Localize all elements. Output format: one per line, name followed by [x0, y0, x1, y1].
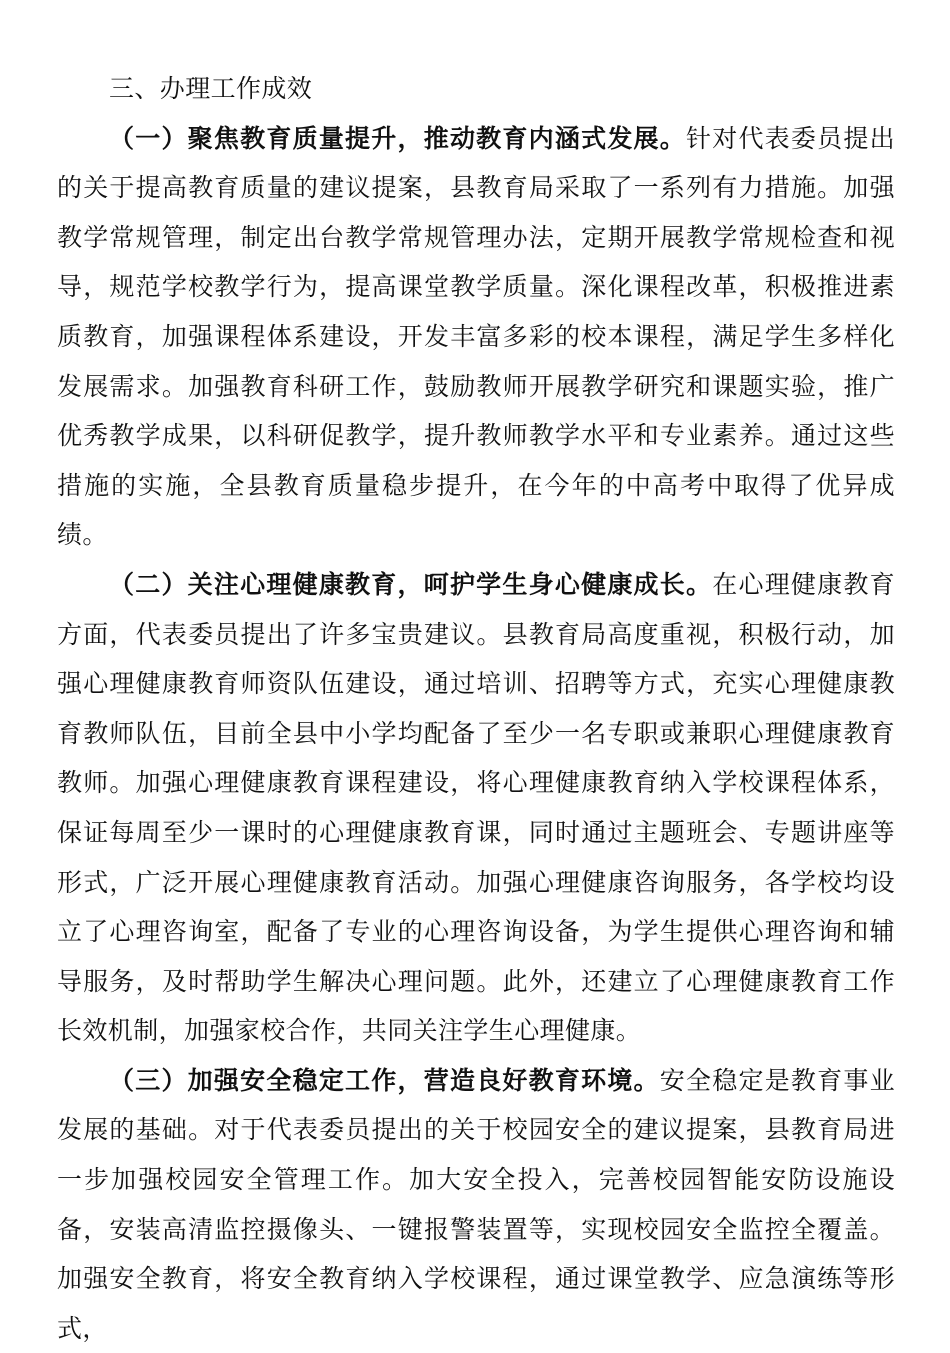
paragraph-body: 在心理健康教育方面，代表委员提出了许多宝贵建议。县教育局高度重视，积极行动，加强心理健康教育师资队伍建设，通过培训、招聘等方式，充实心理健康教育教师队伍，目前全县中小学均配备了至少一名专职或兼职心理健康教育教师。加强心理健康教育课程建设，将心理健康教育纳入学校课程体系，保证每周至少一课时的心理健康教育课，同时通过主题班会、专题讲座等形式，广泛开展心理健康教育活动。加强心理健康咨询服务，各学校均设立了心理咨询室，配备了专业的心理咨询设备，为学生提供心理咨询和辅导服务，及时帮助学生解决心理问题。此外，还建立了心理健康教育工作长效机制，加强家校合作，共同关注学生心理健康。: [57, 569, 895, 1046]
paragraph-education-quality: [57, 114, 895, 560]
document-body: [57, 64, 895, 1353]
paragraph-campus-safety: [57, 1056, 895, 1353]
paragraph-mental-health: [57, 560, 895, 1056]
paragraph-title: （三）加强安全稳定工作，营造良好教育环境。: [109, 1065, 660, 1095]
paragraph-title: （一）聚焦教育质量提升，推动教育内涵式发展。: [109, 123, 686, 153]
paragraph-body: 针对代表委员提出的关于提高教育质量的建议提案，县教育局采取了一系列有力措施。加强教学常规管理，制定出台教学常规管理办法，定期开展教学常规检查和视导，规范学校教学行为，提高课堂教学质量。深化课程改革，积极推进素质教育，加强课程体系建设，开发丰富多彩的校本课程，满足学生多样化发展需求。加强教育科研工作，鼓励教师开展教学研究和课题实验，推广优秀教学成果，以科研促教学，提升教师教学水平和专业素养。通过这些措施的实施，全县教育质量稳步提升，在今年的中高考中取得了优异成绩。: [57, 123, 895, 550]
paragraph-title: （二）关注心理健康教育，呵护学生身心健康成长。: [109, 569, 713, 599]
paragraph-body: 安全稳定是教育事业发展的基础。对于代表委员提出的关于校园安全的建议提案，县教育局进一步加强校园安全管理工作。加大安全投入，完善校园智能安防设施设备，安装高清监控摄像头、一键报警装置等，实现校园安全监控全覆盖。加强安全教育，将安全教育纳入学校课程，通过课堂教学、应急演练等形式，: [57, 1065, 895, 1343]
section-heading: 三、办理工作成效: [109, 74, 313, 103]
